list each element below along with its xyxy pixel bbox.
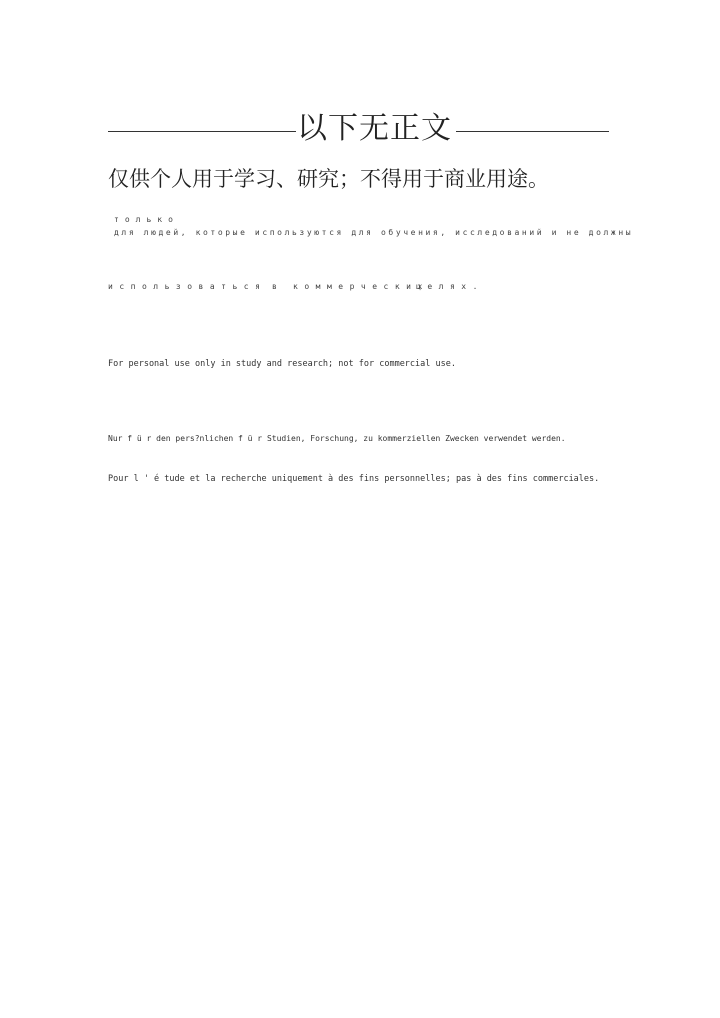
french-usage-notice: Pour l ' é tude et la recherche uniquement à des fins personnelles; pas à des fins commerciales.	[108, 474, 600, 484]
russian-word-in: в	[272, 282, 284, 291]
chinese-usage-notice: 仅供个人用于学习、研究；不得用于商业用途。	[108, 167, 549, 191]
russian-word-use: использоваться	[108, 282, 267, 291]
russian-word-commercial: коммерческих	[293, 282, 429, 291]
end-of-text-heading: 以下无正文	[297, 111, 452, 146]
english-usage-notice: For personal use only in study and research; not for commercial use.	[108, 359, 456, 369]
heading-rule-right	[456, 131, 609, 132]
heading-rule-left	[108, 131, 296, 132]
russian-notice-line-1: только	[114, 215, 179, 224]
russian-notice-line-2: для людей, которые используются для обучения, исследований и не должны	[114, 228, 634, 237]
russian-word-purposes: целях.	[416, 282, 484, 291]
german-usage-notice: Nur f ü r den pers?nlichen f ü r Studien, Forschung, zu kommerziellen Zwecken verwendet werden.	[108, 434, 566, 443]
